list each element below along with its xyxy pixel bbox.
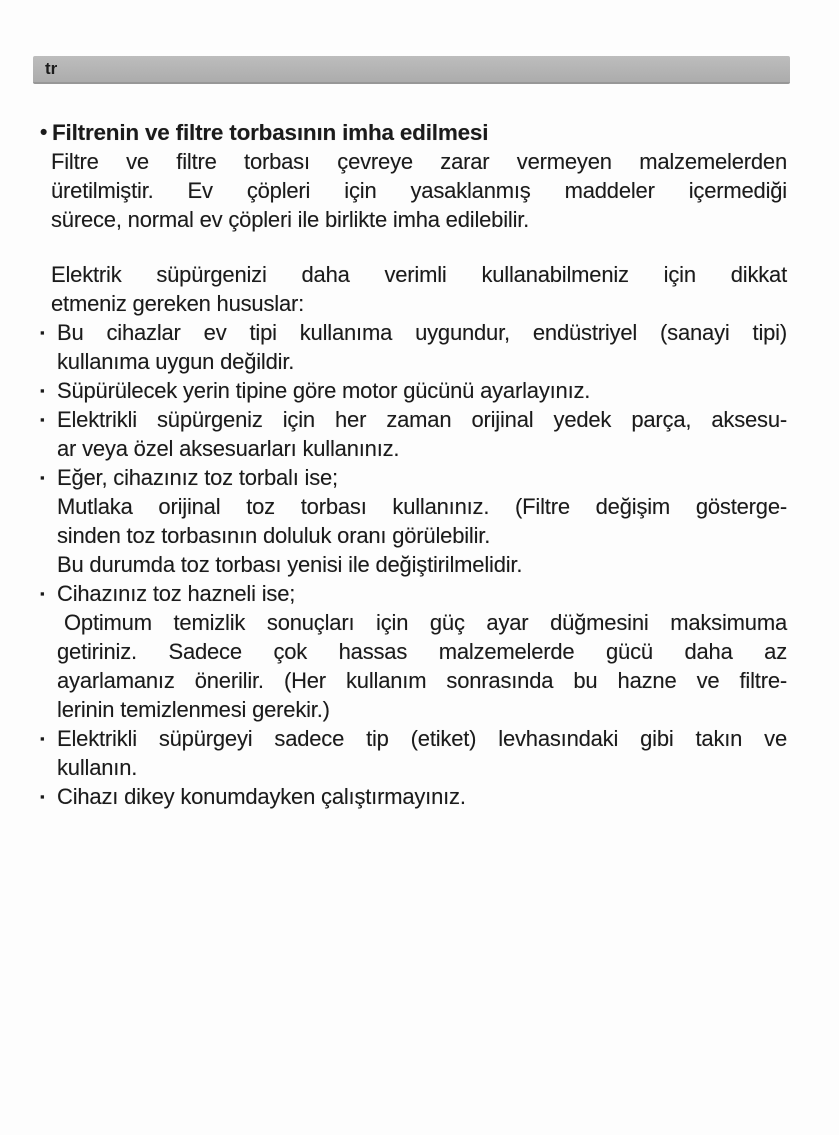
page-content [40, 118, 787, 811]
list-item-text [57, 405, 787, 463]
text-line: getiriniz. Sadece çok hassas malzemelerde gücü daha az [57, 639, 787, 664]
list-item [40, 318, 787, 376]
language-code-label: tr [45, 59, 58, 78]
paragraph-usage-intro [40, 260, 787, 318]
text-line: sürece, normal ev çöpleri ile birlikte imha edilebilir. [51, 207, 530, 232]
text-line: Bu cihazlar ev tipi kullanıma uygundur, endüstriyel (sanayi tipi) [57, 320, 787, 345]
heading-bullet-icon: • [40, 121, 48, 144]
list-item-text [57, 376, 787, 405]
list-item-text [57, 463, 787, 579]
section-heading-title: Filtrenin ve filtre torbasının imha edilmesi [52, 120, 489, 145]
text-line: Elektrikli süpürgeyi sadece tip (etiket) levhasındaki gibi takın ve [57, 726, 787, 751]
bullet-square-icon: ▪ [40, 731, 45, 746]
bullet-square-icon: ▪ [40, 412, 45, 427]
list-item-text [57, 579, 787, 724]
text-line: Süpürülecek yerin tipine göre motor gücünü ayarlayınız. [57, 378, 591, 403]
language-bar [33, 56, 790, 84]
text-line: ayarlamanız önerilir. (Her kullanım sonrasında bu hazne ve filtre- [57, 668, 787, 693]
text-line: Elektrik süpürgenizi daha verimli kullanabilmeniz için dikkat [51, 262, 787, 287]
list-item [40, 405, 787, 463]
text-line: Filtre ve filtre torbası çevreye zarar vermeyen malzemelerden [51, 149, 787, 174]
bullet-square-icon: ▪ [40, 586, 45, 601]
text-line: Optimum temizlik sonuçları için güç ayar düğmesini maksimuma [64, 610, 787, 635]
list-item [40, 782, 787, 811]
text-line: üretilmiştir. Ev çöpleri için yasaklanmış maddeler içermediği [51, 178, 787, 203]
list-item [40, 724, 787, 782]
text-line: kullanıma uygun değildir. [57, 349, 295, 374]
bullet-square-icon: ▪ [40, 470, 45, 485]
bullet-square-icon: ▪ [40, 383, 45, 398]
bullet-square-icon: ▪ [40, 789, 45, 804]
text-line: Elektrikli süpürgeniz için her zaman orijinal yedek parça, aksesu- [57, 407, 787, 432]
bullet-square-icon: ▪ [40, 325, 45, 340]
section-heading [40, 118, 787, 147]
text-line: kullanın. [57, 755, 138, 780]
text-line: etmeniz gereken hususlar: [51, 291, 305, 316]
text-line: Eğer, cihazınız toz torbalı ise; [57, 465, 338, 490]
list-item-text [57, 318, 787, 376]
list-item [40, 579, 787, 724]
text-line: Cihazı dikey konumdayken çalıştırmayınız. [57, 784, 466, 809]
text-line: Mutlaka orijinal toz torbası kullanınız. (Filtre değişim gösterge- [57, 494, 787, 519]
text-line: lerinin temizlenmesi gerekir.) [57, 697, 330, 722]
text-line: Bu durumda toz torbası yenisi ile değiştirilmelidir. [57, 552, 523, 577]
list-item [40, 463, 787, 579]
list-item-text [57, 782, 787, 811]
text-line: ar veya özel aksesuarları kullanınız. [57, 436, 400, 461]
list-item [40, 376, 787, 405]
list-item-text [57, 724, 787, 782]
paragraph-filter-disposal [40, 147, 787, 234]
text-line: Cihazınız toz hazneli ise; [57, 581, 296, 606]
text-line: sinden toz torbasının doluluk oranı görülebilir. [57, 523, 491, 548]
